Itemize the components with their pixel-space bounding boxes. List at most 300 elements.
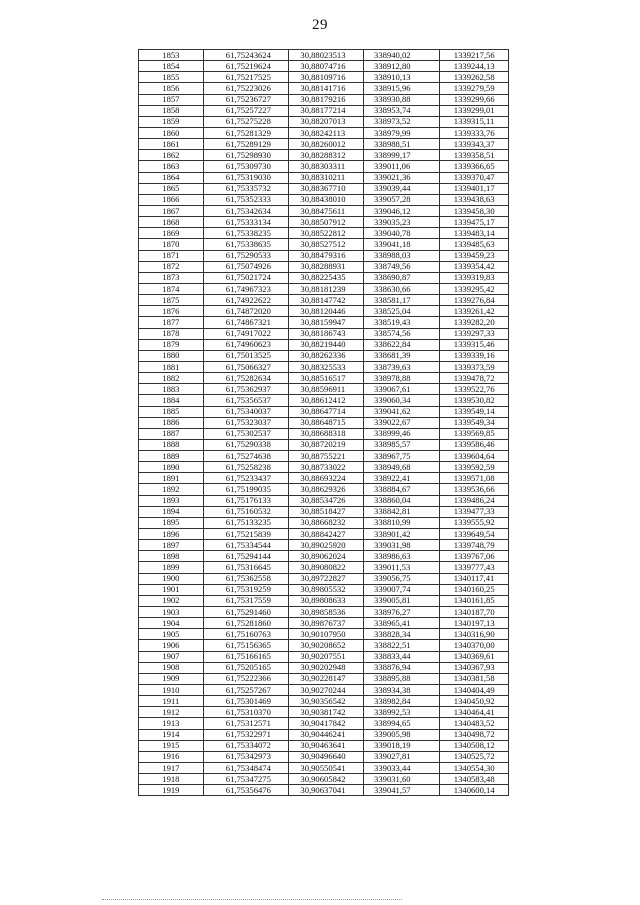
table-row — [139, 651, 509, 662]
table-row — [139, 751, 509, 762]
x-coordinate-cell: 339046,12 — [364, 205, 440, 216]
y-coordinate-cell: 1339339,16 — [439, 350, 508, 361]
table-row — [139, 183, 509, 194]
table-row — [139, 228, 509, 239]
longitude-cell: 30,88516517 — [289, 373, 364, 384]
y-coordinate-cell: 1339555,92 — [439, 517, 508, 528]
x-coordinate-cell: 338912,80 — [364, 61, 440, 72]
x-coordinate-cell: 339011,53 — [364, 562, 440, 573]
latitude-cell: 61,75176133 — [203, 495, 289, 506]
longitude-cell: 30,89025920 — [289, 540, 364, 551]
x-coordinate-cell: 338973,52 — [364, 116, 440, 127]
point-number-cell: 1900 — [139, 573, 204, 584]
y-coordinate-cell: 1340160,25 — [439, 584, 508, 595]
longitude-cell: 30,88303311 — [289, 161, 364, 172]
x-coordinate-cell: 338690,87 — [364, 272, 440, 283]
longitude-cell: 30,90463641 — [289, 740, 364, 751]
latitude-cell: 61,75323037 — [203, 417, 289, 428]
y-coordinate-cell: 1339459,23 — [439, 250, 508, 261]
latitude-cell: 61,75362558 — [203, 573, 289, 584]
table-row — [139, 139, 509, 150]
x-coordinate-cell: 339018,19 — [364, 740, 440, 751]
y-coordinate-cell: 1339649,54 — [439, 529, 508, 540]
point-number-cell: 1860 — [139, 127, 204, 138]
y-coordinate-cell: 1339522,76 — [439, 384, 508, 395]
x-coordinate-cell: 338884,67 — [364, 484, 440, 495]
x-coordinate-cell: 339022,67 — [364, 417, 440, 428]
longitude-cell: 30,88141716 — [289, 83, 364, 94]
y-coordinate-cell: 1340583,48 — [439, 774, 508, 785]
latitude-cell: 61,75160532 — [203, 506, 289, 517]
y-coordinate-cell: 1340508,12 — [439, 740, 508, 751]
point-number-cell: 1911 — [139, 696, 204, 707]
x-coordinate-cell: 338999,46 — [364, 428, 440, 439]
latitude-cell: 61,74967323 — [203, 283, 289, 294]
y-coordinate-cell: 1339530,82 — [439, 395, 508, 406]
latitude-cell: 61,75257267 — [203, 685, 289, 696]
point-number-cell: 1886 — [139, 417, 204, 428]
longitude-cell: 30,88479316 — [289, 250, 364, 261]
latitude-cell: 61,75362937 — [203, 384, 289, 395]
latitude-cell: 61,74867321 — [203, 317, 289, 328]
x-coordinate-cell: 338915,96 — [364, 83, 440, 94]
x-coordinate-cell: 339035,23 — [364, 217, 440, 228]
longitude-cell: 30,88109716 — [289, 72, 364, 83]
point-number-cell: 1901 — [139, 584, 204, 595]
table-row — [139, 272, 509, 283]
point-number-cell: 1914 — [139, 729, 204, 740]
x-coordinate-cell: 339005,81 — [364, 595, 440, 606]
latitude-cell: 61,75322971 — [203, 729, 289, 740]
latitude-cell: 61,75274638 — [203, 451, 289, 462]
longitude-cell: 30,88629326 — [289, 484, 364, 495]
latitude-cell: 61,75275228 — [203, 116, 289, 127]
latitude-cell: 61,75258238 — [203, 462, 289, 473]
x-coordinate-cell: 339007,74 — [364, 584, 440, 595]
latitude-cell: 61,75316645 — [203, 562, 289, 573]
table-row — [139, 495, 509, 506]
table-row — [139, 361, 509, 372]
y-coordinate-cell: 1339279,59 — [439, 83, 508, 94]
longitude-cell: 30,88596911 — [289, 384, 364, 395]
latitude-cell: 61,74917022 — [203, 328, 289, 339]
point-number-cell: 1896 — [139, 529, 204, 540]
point-number-cell: 1894 — [139, 506, 204, 517]
point-number-cell: 1876 — [139, 306, 204, 317]
x-coordinate-cell: 338982,84 — [364, 696, 440, 707]
x-coordinate-cell: 339021,36 — [364, 172, 440, 183]
x-coordinate-cell: 338922,41 — [364, 473, 440, 484]
y-coordinate-cell: 1340600,14 — [439, 785, 508, 796]
latitude-cell: 61,75334544 — [203, 540, 289, 551]
longitude-cell: 30,88288312 — [289, 150, 364, 161]
x-coordinate-cell: 339027,81 — [364, 751, 440, 762]
x-coordinate-cell: 338574,56 — [364, 328, 440, 339]
latitude-cell: 61,74922622 — [203, 295, 289, 306]
latitude-cell: 61,75298930 — [203, 150, 289, 161]
point-number-cell: 1908 — [139, 662, 204, 673]
x-coordinate-cell: 339031,60 — [364, 774, 440, 785]
y-coordinate-cell: 1339354,42 — [439, 261, 508, 272]
latitude-cell: 61,75233437 — [203, 473, 289, 484]
table-row — [139, 785, 509, 796]
table-row — [139, 395, 509, 406]
x-coordinate-cell: 338967,75 — [364, 451, 440, 462]
longitude-cell: 30,90270244 — [289, 685, 364, 696]
longitude-cell: 30,89808633 — [289, 595, 364, 606]
table-row — [139, 417, 509, 428]
point-number-cell: 1895 — [139, 517, 204, 528]
latitude-cell: 61,75294144 — [203, 551, 289, 562]
y-coordinate-cell: 1339358,51 — [439, 150, 508, 161]
point-number-cell: 1883 — [139, 384, 204, 395]
y-coordinate-cell: 1340187,70 — [439, 607, 508, 618]
y-coordinate-cell: 1339244,13 — [439, 61, 508, 72]
latitude-cell: 61,75356476 — [203, 785, 289, 796]
x-coordinate-cell: 338965,41 — [364, 618, 440, 629]
point-number-cell: 1873 — [139, 272, 204, 283]
latitude-cell: 61,75222366 — [203, 673, 289, 684]
x-coordinate-cell: 339041,57 — [364, 785, 440, 796]
latitude-cell: 61,75319030 — [203, 172, 289, 183]
point-number-cell: 1890 — [139, 462, 204, 473]
longitude-cell: 30,88219440 — [289, 339, 364, 350]
latitude-cell: 61,75334072 — [203, 740, 289, 751]
latitude-cell: 61,75205165 — [203, 662, 289, 673]
latitude-cell: 61,74872020 — [203, 306, 289, 317]
table-row — [139, 384, 509, 395]
point-number-cell: 1917 — [139, 763, 204, 774]
point-number-cell: 1877 — [139, 317, 204, 328]
table-row — [139, 172, 509, 183]
latitude-cell: 61,75133235 — [203, 517, 289, 528]
x-coordinate-cell: 338810,99 — [364, 517, 440, 528]
latitude-cell: 61,75281860 — [203, 618, 289, 629]
x-coordinate-cell: 339041,18 — [364, 239, 440, 250]
point-number-cell: 1856 — [139, 83, 204, 94]
y-coordinate-cell: 1340381,58 — [439, 673, 508, 684]
bottom-dotted-rule — [102, 899, 402, 900]
table-row — [139, 573, 509, 584]
y-coordinate-cell: 1340370,00 — [439, 640, 508, 651]
longitude-cell: 30,90550541 — [289, 763, 364, 774]
table-row — [139, 83, 509, 94]
point-number-cell: 1879 — [139, 339, 204, 350]
y-coordinate-cell: 1339295,42 — [439, 283, 508, 294]
table-row — [139, 373, 509, 384]
y-coordinate-cell: 1339569,85 — [439, 428, 508, 439]
y-coordinate-cell: 1339370,47 — [439, 172, 508, 183]
point-number-cell: 1885 — [139, 406, 204, 417]
latitude-cell: 61,75257227 — [203, 105, 289, 116]
point-number-cell: 1854 — [139, 61, 204, 72]
latitude-cell: 61,75356537 — [203, 395, 289, 406]
longitude-cell: 30,88074716 — [289, 61, 364, 72]
latitude-cell: 61,75317559 — [203, 595, 289, 606]
x-coordinate-cell: 338749,56 — [364, 261, 440, 272]
table-row — [139, 406, 509, 417]
x-coordinate-cell: 338992,53 — [364, 707, 440, 718]
longitude-cell: 30,88720219 — [289, 439, 364, 450]
table-row — [139, 462, 509, 473]
x-coordinate-cell: 338988,03 — [364, 250, 440, 261]
latitude-cell: 61,75352333 — [203, 194, 289, 205]
point-number-cell: 1869 — [139, 228, 204, 239]
y-coordinate-cell: 1339586,46 — [439, 439, 508, 450]
latitude-cell: 61,75290338 — [203, 439, 289, 450]
point-number-cell: 1865 — [139, 183, 204, 194]
table-row — [139, 161, 509, 172]
point-number-cell: 1916 — [139, 751, 204, 762]
y-coordinate-cell: 1339261,42 — [439, 306, 508, 317]
table-row — [139, 217, 509, 228]
point-number-cell: 1863 — [139, 161, 204, 172]
longitude-cell: 30,90496640 — [289, 751, 364, 762]
longitude-cell: 30,88159947 — [289, 317, 364, 328]
table-row — [139, 439, 509, 450]
point-number-cell: 1913 — [139, 718, 204, 729]
longitude-cell: 30,88842427 — [289, 529, 364, 540]
table-row — [139, 194, 509, 205]
latitude-cell: 61,75301469 — [203, 696, 289, 707]
coordinates-table-body — [139, 50, 509, 796]
y-coordinate-cell: 1339366,65 — [439, 161, 508, 172]
longitude-cell: 30,88688318 — [289, 428, 364, 439]
y-coordinate-cell: 1340117,41 — [439, 573, 508, 584]
y-coordinate-cell: 1339315,46 — [439, 339, 508, 350]
longitude-cell: 30,90381742 — [289, 707, 364, 718]
table-row — [139, 428, 509, 439]
y-coordinate-cell: 1339276,84 — [439, 295, 508, 306]
x-coordinate-cell: 338910,13 — [364, 72, 440, 83]
point-number-cell: 1899 — [139, 562, 204, 573]
longitude-cell: 30,90356542 — [289, 696, 364, 707]
x-coordinate-cell: 338988,51 — [364, 139, 440, 150]
point-number-cell: 1853 — [139, 50, 204, 61]
latitude-cell: 61,75342973 — [203, 751, 289, 762]
latitude-cell: 61,75215839 — [203, 529, 289, 540]
y-coordinate-cell: 1340367,93 — [439, 662, 508, 673]
longitude-cell: 30,88534726 — [289, 495, 364, 506]
point-number-cell: 1861 — [139, 139, 204, 150]
table-row — [139, 50, 509, 61]
x-coordinate-cell: 338999,17 — [364, 150, 440, 161]
latitude-cell: 61,75066327 — [203, 361, 289, 372]
point-number-cell: 1897 — [139, 540, 204, 551]
y-coordinate-cell: 1339401,17 — [439, 183, 508, 194]
point-number-cell: 1858 — [139, 105, 204, 116]
y-coordinate-cell: 1339549,34 — [439, 417, 508, 428]
longitude-cell: 30,88260012 — [289, 139, 364, 150]
latitude-cell: 61,75309730 — [203, 161, 289, 172]
table-row — [139, 205, 509, 216]
y-coordinate-cell: 1339217,56 — [439, 50, 508, 61]
x-coordinate-cell: 338842,81 — [364, 506, 440, 517]
longitude-cell: 30,89722827 — [289, 573, 364, 584]
point-number-cell: 1887 — [139, 428, 204, 439]
x-coordinate-cell: 339057,28 — [364, 194, 440, 205]
table-row — [139, 61, 509, 72]
x-coordinate-cell: 339040,78 — [364, 228, 440, 239]
longitude-cell: 30,88518427 — [289, 506, 364, 517]
longitude-cell: 30,88527512 — [289, 239, 364, 250]
table-row — [139, 239, 509, 250]
x-coordinate-cell: 338934,38 — [364, 685, 440, 696]
table-row — [139, 595, 509, 606]
table-row — [139, 763, 509, 774]
point-number-cell: 1888 — [139, 439, 204, 450]
longitude-cell: 30,88023513 — [289, 50, 364, 61]
table-row — [139, 540, 509, 551]
latitude-cell: 61,74960623 — [203, 339, 289, 350]
latitude-cell: 61,75282634 — [203, 373, 289, 384]
x-coordinate-cell: 339031,98 — [364, 540, 440, 551]
latitude-cell: 61,75340037 — [203, 406, 289, 417]
table-row — [139, 584, 509, 595]
longitude-cell: 30,88648715 — [289, 417, 364, 428]
point-number-cell: 1898 — [139, 551, 204, 562]
y-coordinate-cell: 1340404,49 — [439, 685, 508, 696]
longitude-cell: 30,88668232 — [289, 517, 364, 528]
latitude-cell: 61,75236727 — [203, 94, 289, 105]
table-row — [139, 673, 509, 684]
longitude-cell: 30,89805532 — [289, 584, 364, 595]
point-number-cell: 1915 — [139, 740, 204, 751]
y-coordinate-cell: 1340464,41 — [439, 707, 508, 718]
longitude-cell: 30,88693224 — [289, 473, 364, 484]
latitude-cell: 61,75338635 — [203, 239, 289, 250]
y-coordinate-cell: 1339458,30 — [439, 205, 508, 216]
table-row — [139, 718, 509, 729]
longitude-cell: 30,88242113 — [289, 127, 364, 138]
table-row — [139, 451, 509, 462]
x-coordinate-cell: 338895,88 — [364, 673, 440, 684]
y-coordinate-cell: 1339477,33 — [439, 506, 508, 517]
table-row — [139, 729, 509, 740]
table-row — [139, 127, 509, 138]
latitude-cell: 61,75156365 — [203, 640, 289, 651]
x-coordinate-cell: 338822,51 — [364, 640, 440, 651]
point-number-cell: 1909 — [139, 673, 204, 684]
x-coordinate-cell: 338940,02 — [364, 50, 440, 61]
table-row — [139, 261, 509, 272]
latitude-cell: 61,75333134 — [203, 217, 289, 228]
longitude-cell: 30,90637041 — [289, 785, 364, 796]
page-number: 29 — [312, 17, 328, 33]
longitude-cell: 30,88755221 — [289, 451, 364, 462]
table-row — [139, 506, 509, 517]
latitude-cell: 61,75199035 — [203, 484, 289, 495]
latitude-cell: 61,75310370 — [203, 707, 289, 718]
table-row — [139, 105, 509, 116]
point-number-cell: 1868 — [139, 217, 204, 228]
table-row — [139, 306, 509, 317]
latitude-cell: 61,75166165 — [203, 651, 289, 662]
table-row — [139, 150, 509, 161]
longitude-cell: 30,88325533 — [289, 361, 364, 372]
x-coordinate-cell: 338525,04 — [364, 306, 440, 317]
table-row — [139, 774, 509, 785]
y-coordinate-cell: 1339748,79 — [439, 540, 508, 551]
table-row — [139, 685, 509, 696]
y-coordinate-cell: 1339486,24 — [439, 495, 508, 506]
longitude-cell: 30,88288931 — [289, 261, 364, 272]
y-coordinate-cell: 1340316,90 — [439, 629, 508, 640]
longitude-cell: 30,88186743 — [289, 328, 364, 339]
point-number-cell: 1872 — [139, 261, 204, 272]
point-number-cell: 1891 — [139, 473, 204, 484]
y-coordinate-cell: 1340369,61 — [439, 651, 508, 662]
table-row — [139, 640, 509, 651]
x-coordinate-cell: 338953,74 — [364, 105, 440, 116]
table-row — [139, 707, 509, 718]
table-row — [139, 116, 509, 127]
y-coordinate-cell: 1339299,01 — [439, 105, 508, 116]
longitude-cell: 30,88225435 — [289, 272, 364, 283]
y-coordinate-cell: 1339343,37 — [439, 139, 508, 150]
latitude-cell: 61,75223026 — [203, 83, 289, 94]
x-coordinate-cell: 338985,57 — [364, 439, 440, 450]
x-coordinate-cell: 339011,06 — [364, 161, 440, 172]
y-coordinate-cell: 1339333,76 — [439, 127, 508, 138]
latitude-cell: 61,75319259 — [203, 584, 289, 595]
x-coordinate-cell: 338930,88 — [364, 94, 440, 105]
table-row — [139, 662, 509, 673]
point-number-cell: 1880 — [139, 350, 204, 361]
point-number-cell: 1904 — [139, 618, 204, 629]
y-coordinate-cell: 1339475,17 — [439, 217, 508, 228]
latitude-cell: 61,75338235 — [203, 228, 289, 239]
table-row — [139, 529, 509, 540]
latitude-cell: 61,75074926 — [203, 261, 289, 272]
longitude-cell: 30,88438010 — [289, 194, 364, 205]
x-coordinate-cell: 338901,42 — [364, 529, 440, 540]
longitude-cell: 30,88262336 — [289, 350, 364, 361]
y-coordinate-cell: 1339592,59 — [439, 462, 508, 473]
x-coordinate-cell: 338630,66 — [364, 283, 440, 294]
point-number-cell: 1918 — [139, 774, 204, 785]
point-number-cell: 1874 — [139, 283, 204, 294]
x-coordinate-cell: 338739,63 — [364, 361, 440, 372]
latitude-cell: 61,75348474 — [203, 763, 289, 774]
latitude-cell: 61,75302537 — [203, 428, 289, 439]
y-coordinate-cell: 1340450,92 — [439, 696, 508, 707]
table-row — [139, 484, 509, 495]
point-number-cell: 1910 — [139, 685, 204, 696]
longitude-cell: 30,88207013 — [289, 116, 364, 127]
longitude-cell: 30,88367710 — [289, 183, 364, 194]
table-row — [139, 517, 509, 528]
y-coordinate-cell: 1339483,14 — [439, 228, 508, 239]
table-row — [139, 317, 509, 328]
y-coordinate-cell: 1339604,64 — [439, 451, 508, 462]
point-number-cell: 1912 — [139, 707, 204, 718]
latitude-cell: 61,75290533 — [203, 250, 289, 261]
longitude-cell: 30,90605842 — [289, 774, 364, 785]
longitude-cell: 30,90446241 — [289, 729, 364, 740]
table-row — [139, 339, 509, 350]
table-row — [139, 328, 509, 339]
y-coordinate-cell: 1340525,72 — [439, 751, 508, 762]
point-number-cell: 1859 — [139, 116, 204, 127]
y-coordinate-cell: 1339319,83 — [439, 272, 508, 283]
point-number-cell: 1902 — [139, 595, 204, 606]
longitude-cell: 30,88647714 — [289, 406, 364, 417]
longitude-cell: 30,89858536 — [289, 607, 364, 618]
latitude-cell: 61,75243624 — [203, 50, 289, 61]
x-coordinate-cell: 338860,04 — [364, 495, 440, 506]
table-row — [139, 618, 509, 629]
